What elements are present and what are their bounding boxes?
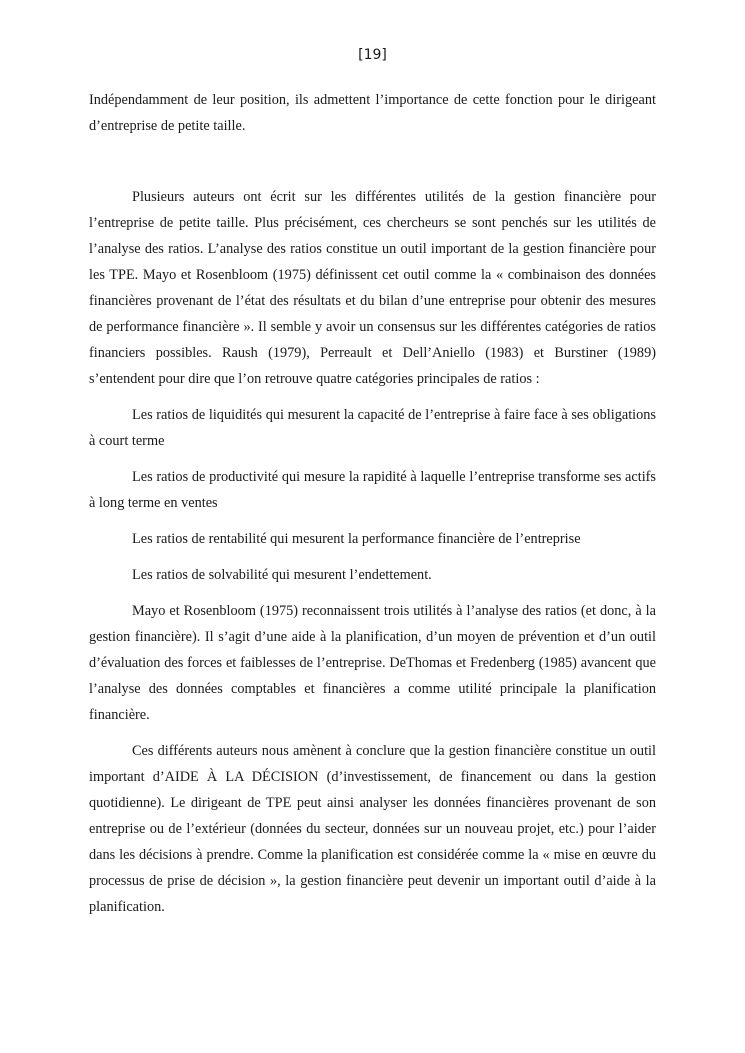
document-body bbox=[89, 87, 656, 920]
paragraph-authors: Plusieurs auteurs ont écrit sur les différentes utilités de la gestion financière pour l’entreprise de petite taille. Plus précisément, ces chercheurs se sont penchés sur les utilités de l’analyse des ratios. L’analyse des ratios constitue un outil important de la gestion financière pour les TPE. Mayo et Rosenbloom (1975) définissent cet outil comme la « combinaison des données financières provenant de l’état des résultats et du bilan d’une entreprise pour obtenir des mesures de performance financière ». Il semble y avoir un consensus sur les différentes catégories de ratios financiers possibles. Raush (1979), Perreault et Dell’Aniello (1983) et Burstiner (1989) s’entendent pour dire que l’on retrouve quatre catégories principales de ratios : bbox=[89, 189, 656, 387]
paragraph-conclusion: Ces différents auteurs nous amènent à conclure que la gestion financière constitue un outil important d’AIDE À LA DÉCISION (d’investissement, de financement ou dans la gestion quotidienne). Le dirigeant de TPE peut ainsi analyser les données financières provenant de son entreprise ou de l’extérieur (données du secteur, données sur un nouveau projet, etc.) pour l’aider dans les décisions à prendre. Comme la planification est considérée comme la « mise en œuvre du processus de prise de décision », la gestion financière peut devenir un important outil d’aide à la planification. bbox=[89, 743, 656, 915]
page-number: [19] bbox=[358, 47, 387, 63]
paragraph-solvency-ratios: Les ratios de solvabilité qui mesurent l’endettement. bbox=[132, 567, 432, 583]
paragraph-liquidity-ratios: Les ratios de liquidités qui mesurent la capacité de l’entreprise à faire face à ses obligations à court terme bbox=[89, 407, 656, 449]
paragraph-profitability-ratios: Les ratios de rentabilité qui mesurent la performance financière de l’entreprise bbox=[132, 531, 581, 547]
paragraph-productivity-ratios: Les ratios de productivité qui mesure la rapidité à laquelle l’entreprise transforme ses actifs à long terme en ventes bbox=[89, 469, 656, 511]
paragraph-utilities: Mayo et Rosenbloom (1975) reconnaissent trois utilités à l’analyse des ratios (et donc, à la gestion financière). Il s’agit d’une aide à la planification, d’un moyen de prévention et d’un outil d’évaluation des forces et faiblesses de l’entreprise. DeThomas et Fredenberg (1985) avancent que l’analyse des données comptables et financières a comme utilité principale la planification financière. bbox=[89, 603, 656, 723]
paragraph-intro: Indépendamment de leur position, ils admettent l’importance de cette fonction pour le dirigeant d’entreprise de petite taille. bbox=[89, 92, 656, 134]
